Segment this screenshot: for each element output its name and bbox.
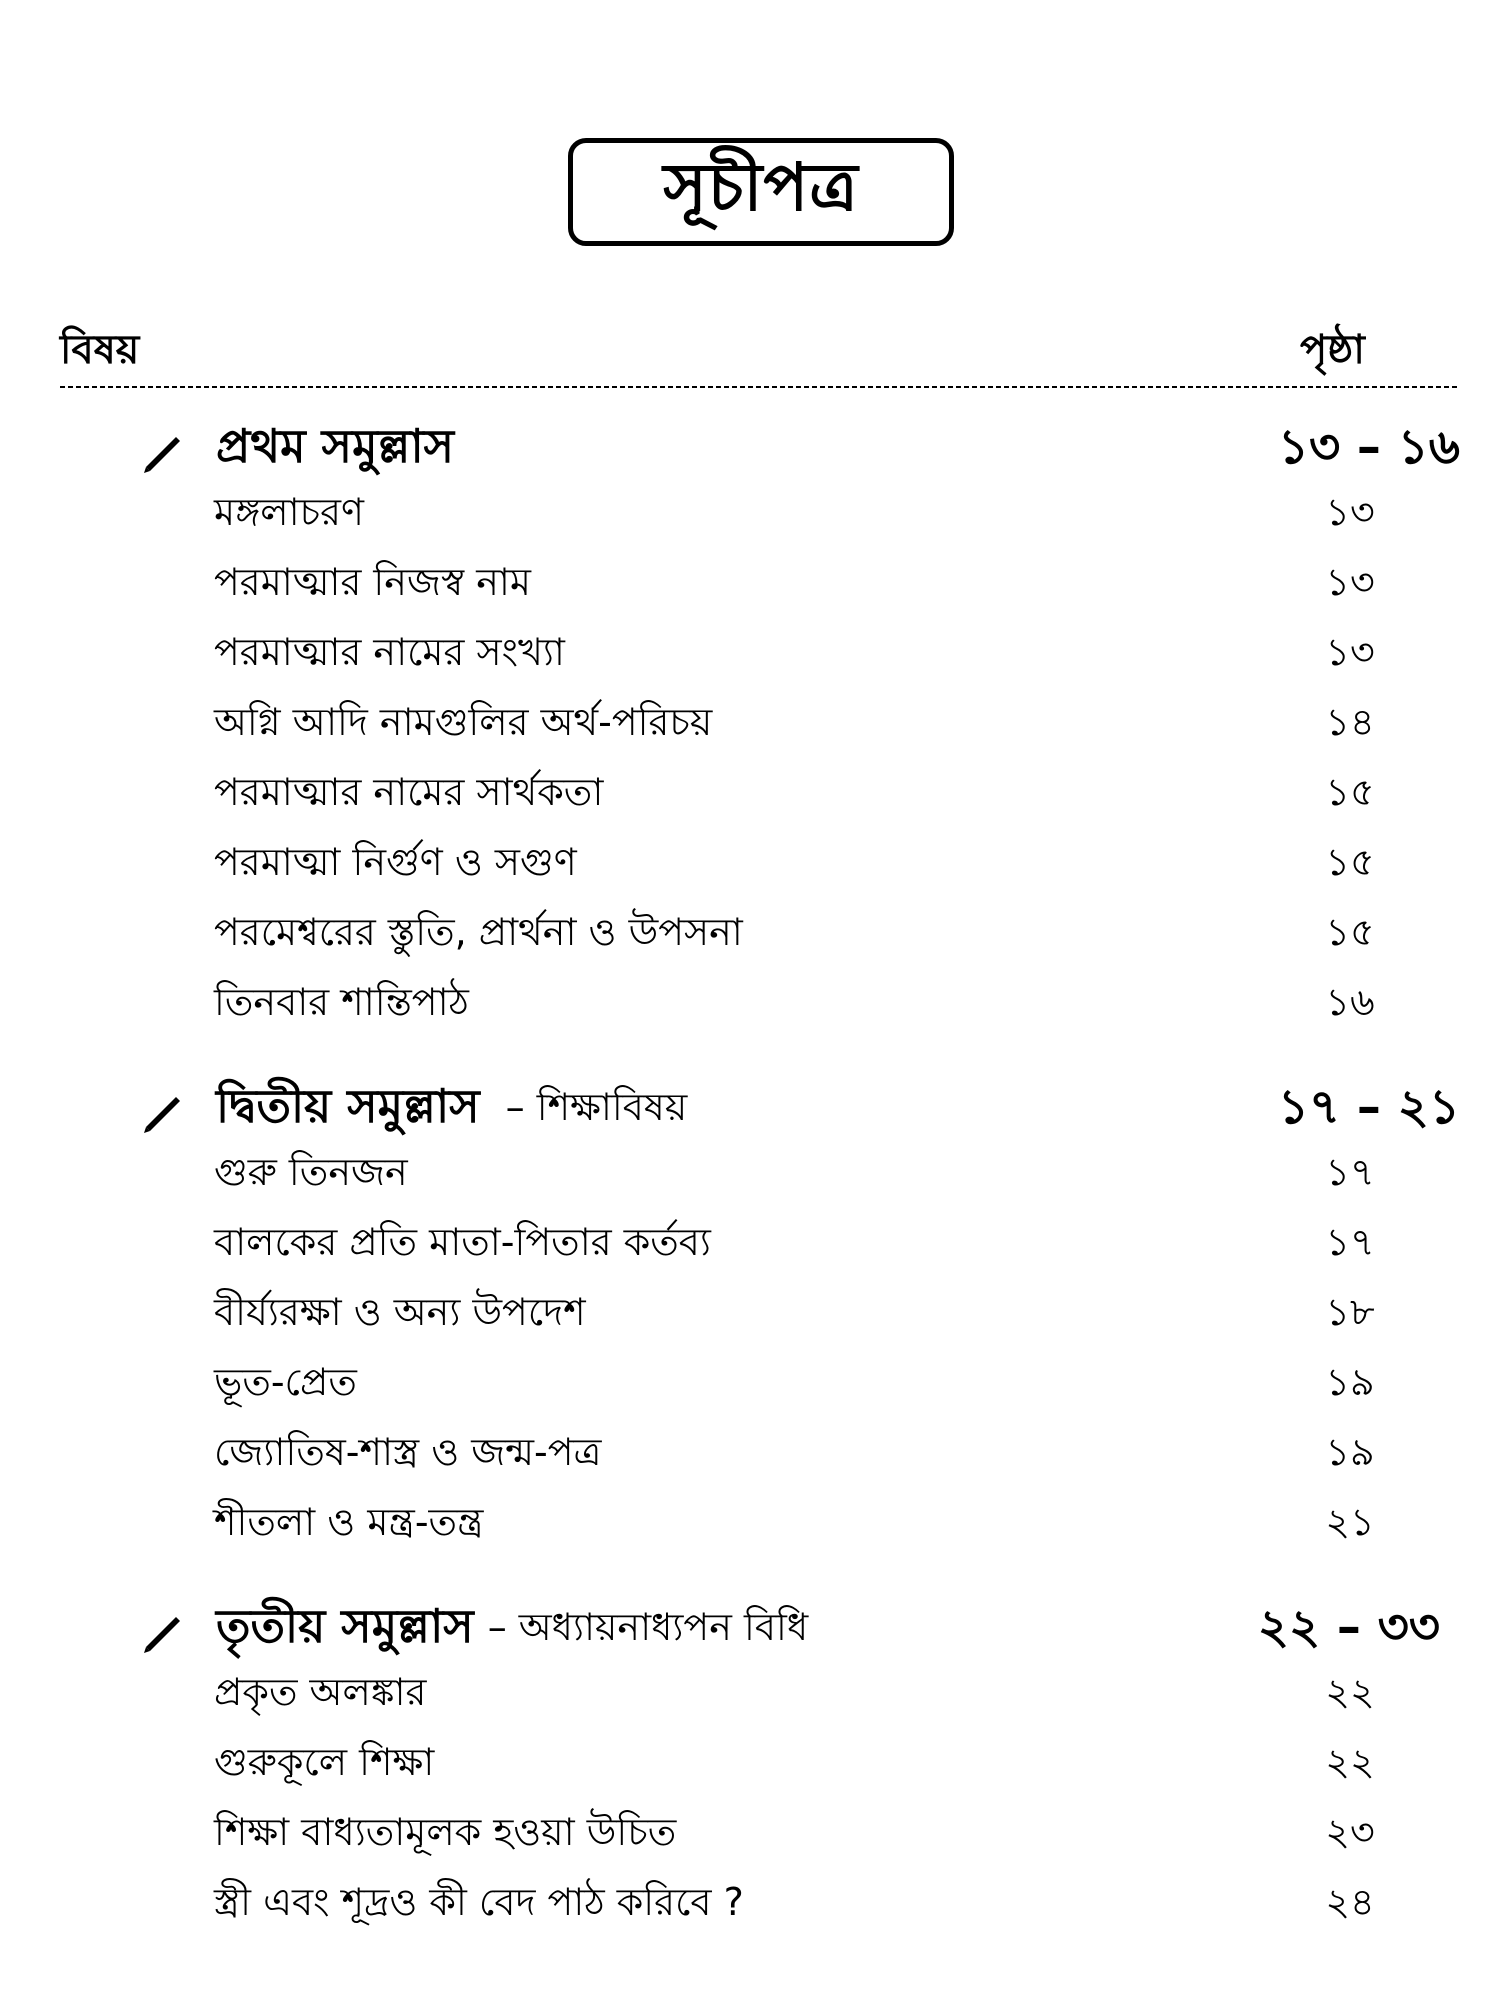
entry-page: ১৭	[1325, 1220, 1375, 1264]
entry-text: পরমাত্মার নামের সংখ্যা	[214, 630, 565, 674]
section-page-range: ২২ – ৩৩	[1257, 1598, 1440, 1655]
toc-entry	[214, 559, 1375, 611]
toc-entry	[214, 1149, 1375, 1201]
entry-page: ১৩	[1325, 490, 1375, 534]
toc-entry	[214, 1499, 1375, 1551]
entry-page: ১৯	[1325, 1360, 1375, 1404]
page-title: সূচীপত্র	[663, 149, 859, 226]
entry-text: পরমাত্মার নিজস্ব নাম	[214, 560, 531, 604]
entry-text: ভূত-প্রেত	[214, 1360, 357, 1404]
section-title: তৃতীয় সমুল্লাস	[216, 1599, 474, 1653]
entry-page: ১৫	[1325, 910, 1375, 954]
entry-text: শিক্ষা বাধ্যতামূলক হওয়া উচিত	[214, 1810, 677, 1854]
toc-entry	[214, 489, 1375, 541]
toc-entry	[214, 1669, 1375, 1721]
entry-page: ১৫	[1325, 770, 1375, 814]
toc-entry	[214, 909, 1375, 961]
title-box	[568, 138, 954, 246]
entry-page: ২২	[1325, 1670, 1375, 1714]
entry-page: ১৬	[1325, 980, 1375, 1024]
section-subtitle: – অধ্যায়নাধ্যপন বিধি	[487, 1605, 809, 1649]
toc-entry	[214, 1809, 1375, 1861]
toc-entry	[214, 1289, 1375, 1341]
entry-page: ১৩	[1325, 630, 1375, 674]
entry-text: পরমাত্মা নির্গুণ ও সগুণ	[214, 840, 577, 884]
pen-icon	[140, 427, 186, 473]
entry-text: পরমাত্মার নামের সার্থকতা	[214, 770, 604, 814]
dotted-divider	[60, 384, 1460, 390]
subject-column-header: বিষয়	[60, 327, 140, 373]
toc-entry	[214, 699, 1375, 751]
section-heading-3	[140, 1600, 1460, 1660]
pen-icon	[140, 1607, 186, 1653]
toc-entry	[214, 1219, 1375, 1271]
page-column-header: পৃষ্ঠা	[1300, 327, 1365, 373]
entry-text: পরমেশ্বরের স্তুতি, প্রার্থনা ও উপসনা	[214, 910, 743, 954]
entry-page: ১৪	[1325, 700, 1375, 744]
toc-entry	[214, 1879, 1375, 1931]
entry-text: গুরু তিনজন	[214, 1150, 408, 1194]
entry-page: ২১	[1325, 1500, 1375, 1544]
entry-text: শীতলা ও মন্ত্র-তন্ত্র	[214, 1500, 484, 1544]
entry-text: প্রকৃত অলঙ্কার	[214, 1670, 427, 1714]
entry-text: বালকের প্রতি মাতা-পিতার কর্তব্য	[214, 1220, 711, 1264]
entry-page: ১৩	[1325, 560, 1375, 604]
entry-page: ১৭	[1325, 1150, 1375, 1194]
entry-text: মঙ্গলাচরণ	[214, 490, 365, 534]
entry-page: ১৫	[1325, 840, 1375, 884]
toc-entry	[214, 1429, 1375, 1481]
toc-entry	[214, 769, 1375, 821]
entry-page: ১৮	[1325, 1290, 1375, 1334]
entry-page: ২৩	[1325, 1810, 1375, 1854]
section-title: প্রথম সমুল্লাস	[216, 419, 455, 473]
entry-page: ২২	[1325, 1740, 1375, 1784]
toc-entry	[214, 839, 1375, 891]
section-title: দ্বিতীয় সমুল্লাস	[216, 1079, 480, 1133]
section-page-range: ১৭ – ২১	[1277, 1078, 1460, 1135]
entry-text: জ্যোতিষ-শাস্ত্র ও জন্ম-পত্র	[214, 1430, 602, 1474]
entry-text: তিনবার শান্তিপাঠ	[214, 980, 469, 1024]
section-heading-1	[140, 420, 1460, 480]
toc-entry	[214, 1359, 1375, 1411]
section-subtitle: – শিক্ষাবিষয়	[505, 1085, 688, 1129]
entry-page: ২৪	[1325, 1880, 1375, 1924]
section-heading-2	[140, 1080, 1460, 1140]
pen-icon	[140, 1087, 186, 1133]
entry-page: ১৯	[1325, 1430, 1375, 1474]
toc-entry	[214, 1739, 1375, 1791]
entry-text: বীর্য্যরক্ষা ও অন্য উপদেশ	[214, 1290, 586, 1334]
entry-text: গুরুকূলে শিক্ষা	[214, 1740, 435, 1784]
section-page-range: ১৩ – ১৬	[1277, 418, 1460, 475]
entry-text: স্ত্রী এবং শূদ্রও কী বেদ পাঠ করিবে ?	[214, 1880, 744, 1924]
toc-entry	[214, 979, 1375, 1031]
toc-entry	[214, 629, 1375, 681]
entry-text: অগ্নি আদি নামগুলির অর্থ-পরিচয়	[214, 700, 713, 744]
